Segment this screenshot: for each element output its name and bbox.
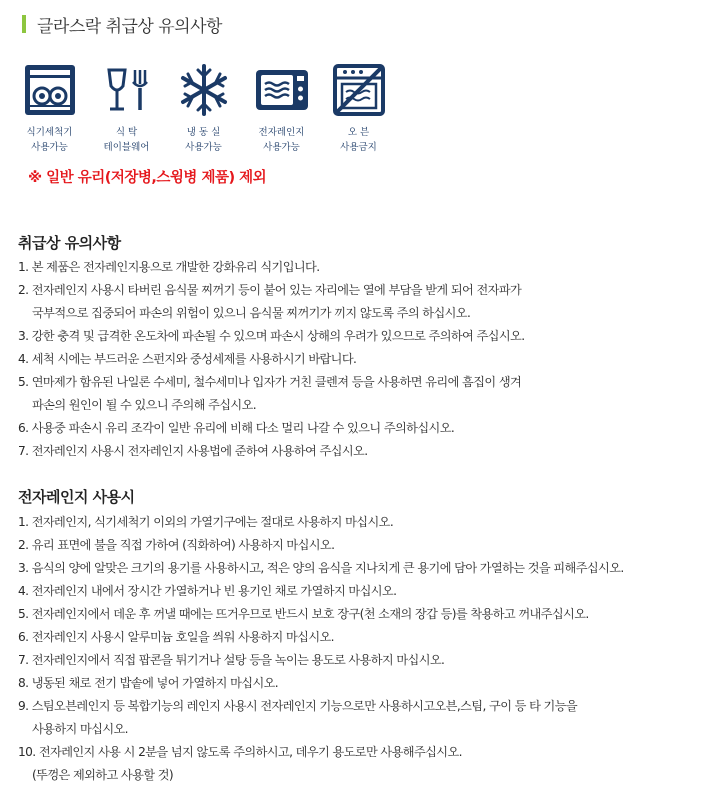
icon-item-microwave (254, 62, 309, 155)
list-item: (뚜껑은 제외하고 사용할 것) (32, 768, 174, 782)
microwave-icon (254, 62, 310, 118)
icon-label: 냉 동 실 사용가능 (185, 127, 222, 153)
handling-list (18, 256, 524, 463)
page-title: 글라스락 취급상 유의사항 (37, 16, 222, 37)
list-item: 7. 전자레인지에서 직접 팝콘을 튀기거나 설탕 등을 녹이는 용도로 사용하지 마십시오. (18, 653, 445, 667)
dishwasher-icon (22, 62, 78, 118)
list-item: 3. 음식의 양에 알맞은 크기의 용기를 사용하시고, 적은 양의 음식을 지나치게 큰 용기에 담아 가열하는 것을 피해주십시오. (18, 561, 624, 575)
usage-icons (22, 62, 408, 155)
section-title-handling: 취급상 유의사항 (18, 234, 121, 252)
icon-item-freezer (176, 62, 231, 155)
oven-prohibited-icon (331, 62, 387, 118)
icon-label: 식기세척기 사용가능 (26, 127, 73, 153)
icon-item-dishwasher (22, 62, 77, 155)
page-header (22, 14, 222, 37)
list-item: 사용하지 마십시오. (32, 722, 128, 736)
list-item: 9. 스팀오븐레인지 등 복합기능의 레인지 사용시 전자레인지 기능으로만 사용하시고오븐,스팀, 구이 등 타 기능을 (18, 699, 578, 713)
list-item: 국부적으로 집중되어 파손의 위험이 있으니 음식물 찌꺼기가 끼지 않도록 주의 하십시오. (32, 306, 471, 320)
header-accent-bar (22, 15, 26, 33)
tableware-icon (99, 62, 155, 118)
list-item: 7. 전자레인지 사용시 전자레인지 사용법에 준하여 사용하여 주십시오. (18, 444, 368, 458)
list-item: 8. 냉동된 채로 전기 밥솥에 넣어 가열하지 마십시오. (18, 676, 279, 690)
icon-item-oven (331, 62, 386, 155)
icon-item-tableware (99, 62, 154, 155)
list-item: 10. 전자레인지 사용 시 2분을 넘지 않도록 주의하시고, 데우기 용도로만 사용해주십시오. (18, 745, 462, 759)
list-item: 파손의 원인이 될 수 있으니 주의해 주십시오. (32, 398, 257, 412)
list-item: 5. 전자레인지에서 데운 후 꺼낼 때에는 뜨거우므로 반드시 보호 장구(천 소재의 장갑 등)를 착용하고 꺼내주십시오. (18, 607, 589, 621)
icon-label: 식 탁 테이블웨어 (103, 127, 150, 153)
icon-label: 오 븐 사용금지 (340, 127, 377, 153)
list-item: 5. 연마제가 함유된 나일론 수세미, 철수세미나 입자가 거친 클렌져 등을 사용하면 유리에 흠집이 생겨 (18, 375, 522, 389)
list-item: 4. 전자레인지 내에서 장시간 가열하거나 빈 용기인 채로 가열하지 마십시오. (18, 584, 397, 598)
list-item: 6. 전자레인지 사용시 알루미늄 호일을 씌워 사용하지 마십시오. (18, 630, 334, 644)
list-item: 2. 전자레인지 사용시 타버린 음식물 찌꺼기 등이 붙어 있는 자리에는 열에 부담을 받게 되어 전자파가 (18, 283, 522, 297)
microwave-list (18, 511, 624, 787)
exclusion-notice: ※ 일반 유리(저장병,스윙병 제품) 제외 (28, 170, 267, 186)
list-item: 1. 전자레인지, 식기세척기 이외의 가열기구에는 절대로 사용하지 마십시오. (18, 515, 394, 529)
freezer-icon (176, 62, 232, 118)
list-item: 1. 본 제품은 전자레인지용으로 개발한 강화유리 식기입니다. (18, 260, 320, 274)
icon-label: 전자레인지 사용가능 (258, 127, 305, 153)
list-item: 2. 유리 표면에 불을 직접 가하여 (직화하여) 사용하지 마십시오. (18, 538, 335, 552)
section-title-microwave: 전자레인지 사용시 (18, 488, 135, 506)
list-item: 4. 세척 시에는 부드러운 스펀지와 중성세제를 사용하시기 바랍니다. (18, 352, 357, 366)
list-item: 6. 사용중 파손시 유리 조각이 일반 유리에 비해 다소 멀리 나갈 수 있으니 주의하십시오. (18, 421, 455, 435)
list-item: 3. 강한 충격 및 급격한 온도차에 파손될 수 있으며 파손시 상해의 우려가 있으므로 주의하여 주십시오. (18, 329, 525, 343)
